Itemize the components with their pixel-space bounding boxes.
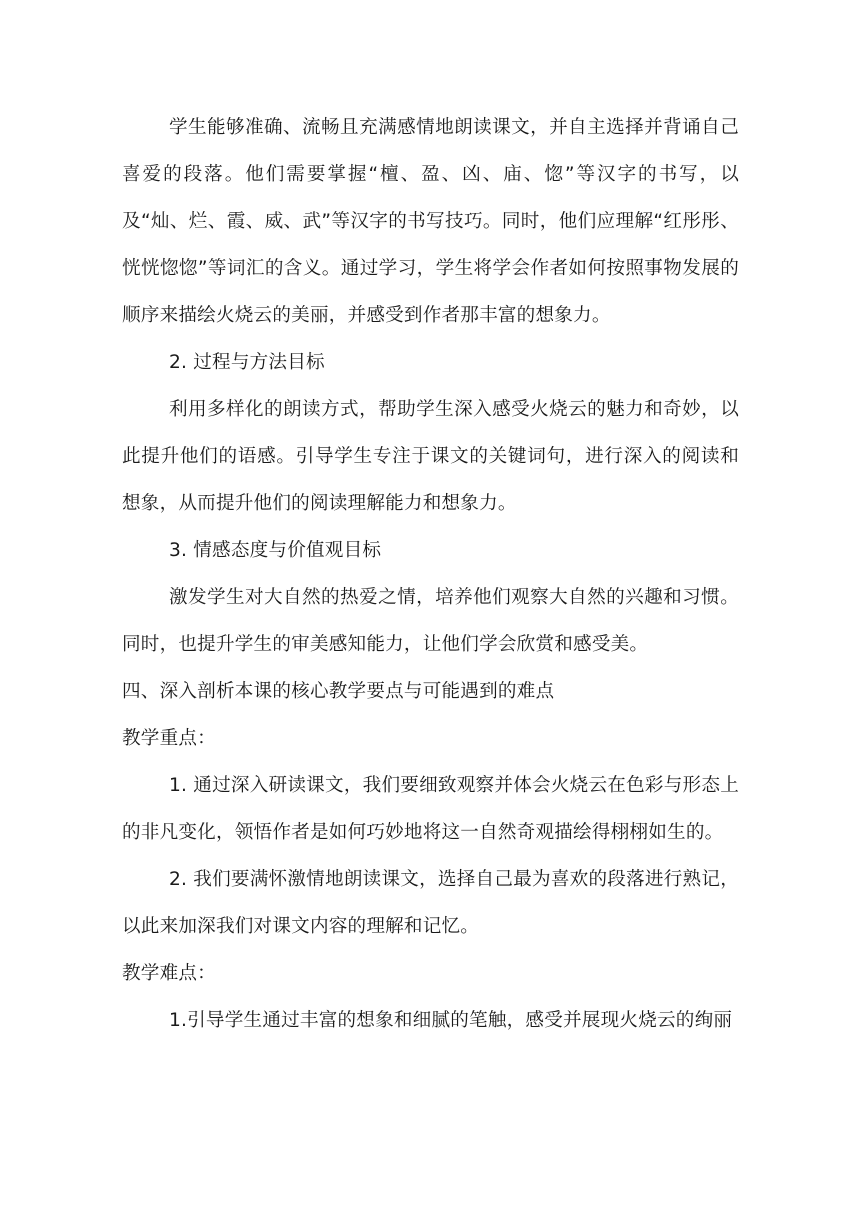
emotion-values-heading: 3. 情感态度与价值观目标 bbox=[169, 540, 382, 561]
process-method-paragraph: 利用多样化的朗读方式，帮助学生深入感受火烧云的魅力和奇妙，以此提升他们的语感。引导学生专注于课文的关键词句，进行深入的阅读和想象，从而提升他们的阅读理解能力和想象力。 bbox=[122, 399, 739, 514]
teaching-focus-item-1: 1. 通过深入研读课文，我们要细致观察并体会火烧云在色彩与形态上的非凡变化，领悟作者是如何巧妙地将这一自然奇观描绘得栩栩如生的。 bbox=[122, 775, 739, 843]
section-four-heading: 四、深入剖析本课的核心教学要点与可能遇到的难点 bbox=[122, 681, 555, 702]
objective-knowledge-paragraph: 学生能够准确、流畅且充满感情地朗读课文，并自主选择并背诵自己喜爱的段落。他们需要掌握“檀、盈、凶、庙、惚”等汉字的书写，以及“灿、烂、霞、威、武”等汉字的书写技巧。同时，他们应理解“红彤彤、恍恍惚惚”等词汇的含义。通过学习，学生将学会作者如何按照事物发展的顺序来描绘火烧云的美丽，并感受到作者那丰富的想象力。 bbox=[122, 117, 739, 326]
document-body bbox=[122, 104, 739, 1044]
teaching-focus-heading: 教学重点： bbox=[122, 728, 216, 749]
process-method-heading: 2. 过程与方法目标 bbox=[169, 352, 325, 373]
teaching-focus-item-2: 2. 我们要满怀激情地朗读课文，选择自己最为喜欢的段落进行熟记，以此来加深我们对课文内容的理解和记忆。 bbox=[122, 869, 739, 937]
emotion-values-paragraph: 激发学生对大自然的热爱之情，培养他们观察大自然的兴趣和习惯。同时，也提升学生的审美感知能力，让他们学会欣赏和感受美。 bbox=[122, 587, 739, 655]
teaching-difficulty-heading: 教学难点： bbox=[122, 963, 216, 984]
teaching-difficulty-item-1: 1.引导学生通过丰富的想象和细腻的笔触，感受并展现火烧云的绚丽 bbox=[169, 1010, 733, 1031]
